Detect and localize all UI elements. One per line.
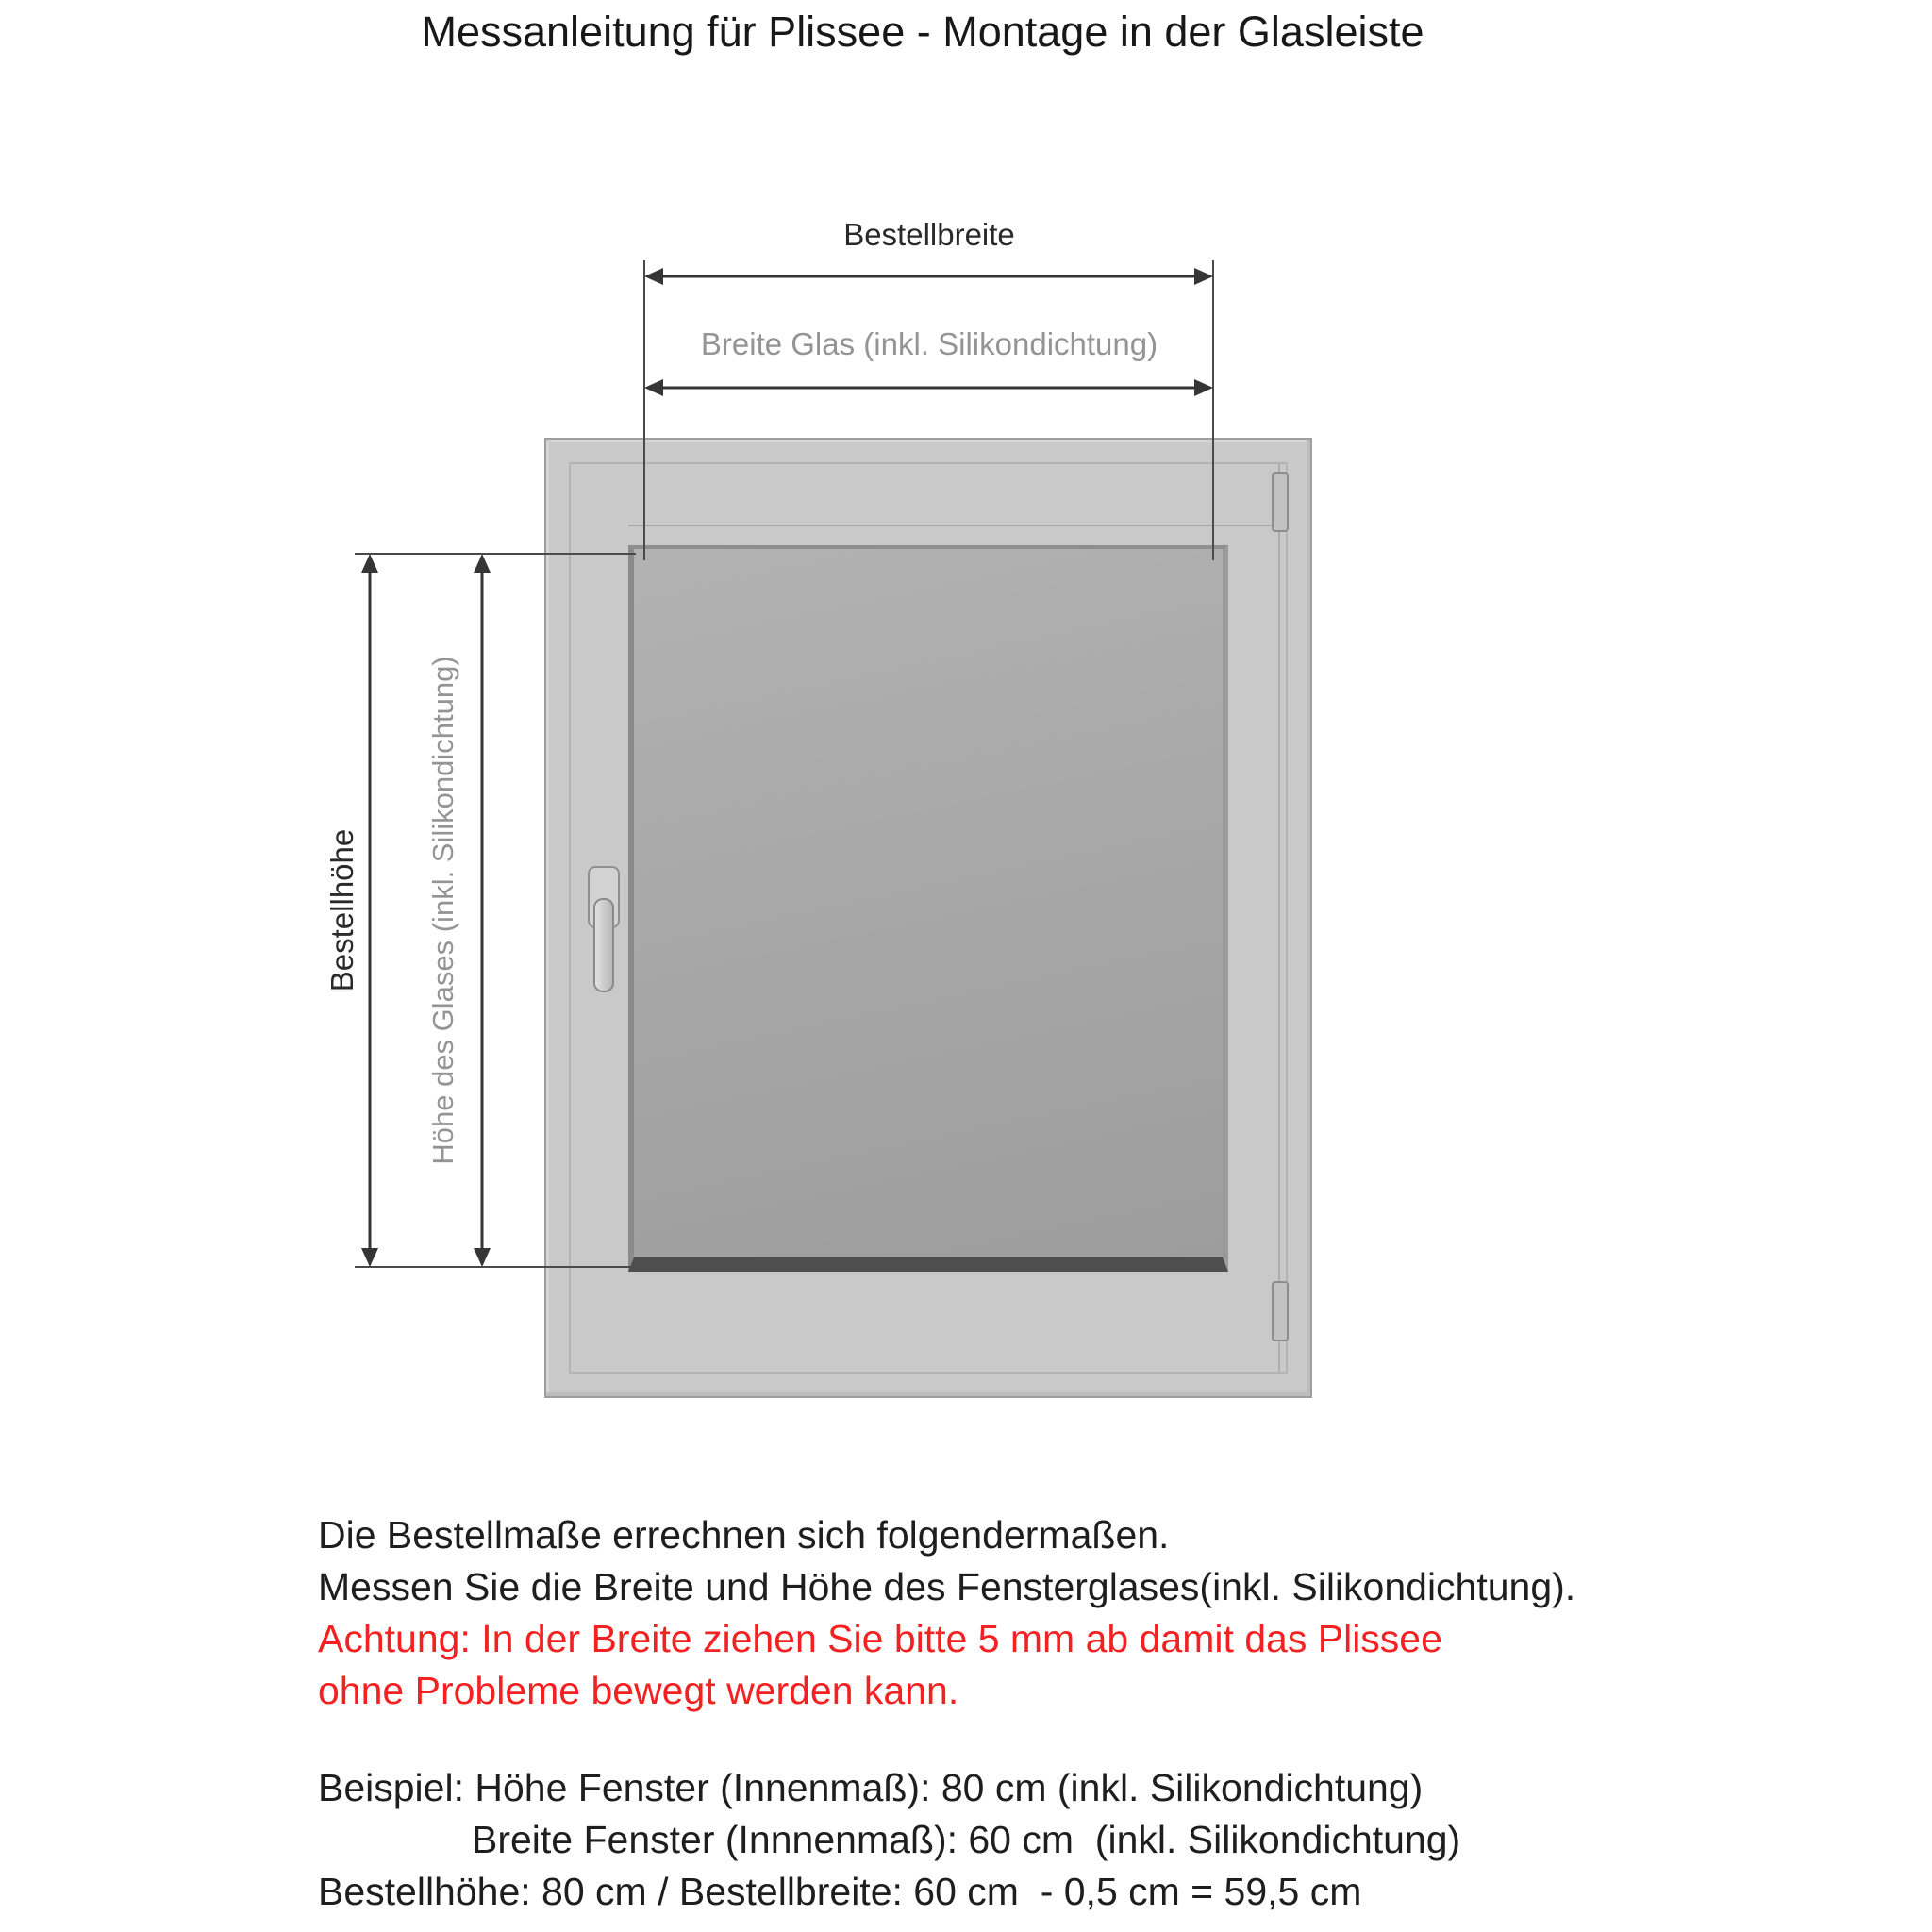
example-line-1: Beispiel: Höhe Fenster (Innenmaß): 80 cm (inkl. Silikondichtung) bbox=[318, 1766, 1424, 1809]
window-glass bbox=[628, 545, 1228, 1272]
label-order-height: Bestellhöhe bbox=[325, 828, 360, 992]
example-block bbox=[318, 1762, 1575, 1918]
instruction-warning-line-1: Achtung: In der Breite ziehen Sie bitte 5 mm ab damit das Plissee bbox=[318, 1617, 1442, 1660]
page-title: Messanleitung für Plissee - Montage in der Glasleiste bbox=[421, 8, 1424, 56]
glass-height-arrow bbox=[474, 554, 491, 1267]
window-handle-grip bbox=[593, 898, 614, 992]
label-order-width: Bestellbreite bbox=[843, 217, 1015, 252]
instructions-block bbox=[318, 1509, 1575, 1918]
label-glass-width: Breite Glas (inkl. Silikondichtung) bbox=[700, 326, 1158, 361]
window-hinge-bottom bbox=[1272, 1281, 1289, 1341]
order-height-arrow bbox=[361, 554, 378, 1267]
example-line-2: Breite Fenster (Innnenmaß): 60 cm (inkl. Silikondichtung) bbox=[472, 1818, 1461, 1861]
order-width-arrow bbox=[644, 268, 1213, 285]
glass-width-arrow bbox=[644, 379, 1213, 396]
example-line-3: Bestellhöhe: 80 cm / Bestellbreite: 60 cm - 0,5 cm = 59,5 cm bbox=[318, 1870, 1362, 1913]
label-glass-height: Höhe des Glases (inkl. Silikondichtung) bbox=[426, 656, 460, 1165]
instruction-intro-line-1: Die Bestellmaße errechnen sich folgendermaßen. bbox=[318, 1513, 1170, 1557]
instruction-warning-line-2: ohne Probleme bewegt werden kann. bbox=[318, 1669, 959, 1712]
window-hinge-top bbox=[1272, 472, 1289, 532]
window-sash-joint-horizontal bbox=[628, 525, 1280, 526]
instruction-intro-line-2: Messen Sie die Breite und Höhe des Fensterglases(inkl. Silikondichtung). bbox=[318, 1565, 1576, 1608]
window-sash-joint-vertical bbox=[1278, 464, 1280, 1372]
